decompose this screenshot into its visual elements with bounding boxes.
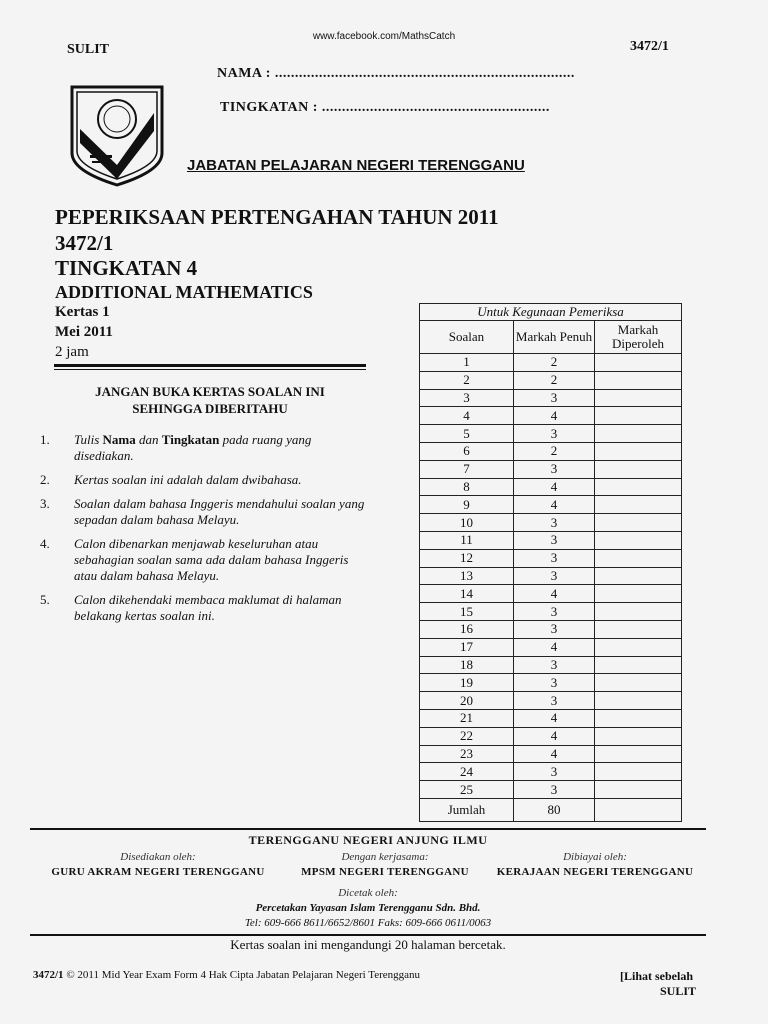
printer-contact: Tel: 609-666 8611/6652/8601 Faks: 609-666 0611/0063	[244, 917, 492, 929]
marks-obtained	[595, 763, 682, 781]
table-row	[420, 354, 682, 372]
instruction-text: Kertas soalan ini adalah dalam dwibahasa.	[74, 472, 302, 487]
warning-line: SEHINGGA DIBERITAHU	[132, 401, 288, 416]
instruction-item	[40, 536, 370, 584]
full-marks: 3	[514, 620, 595, 638]
warning-line: JANGAN BUKA KERTAS SOALAN INI	[95, 384, 325, 399]
divider	[30, 934, 706, 936]
full-marks: 4	[514, 585, 595, 603]
full-marks: 4	[514, 709, 595, 727]
table-row	[420, 425, 682, 443]
question-number: 6	[420, 442, 514, 460]
exam-subject: ADDITIONAL MATHEMATICS	[55, 282, 313, 302]
full-marks: 4	[514, 478, 595, 496]
full-marks: 2	[514, 371, 595, 389]
marks-obtained	[595, 354, 682, 372]
question-number: 23	[420, 745, 514, 763]
question-number: 2	[420, 371, 514, 389]
full-marks: 3	[514, 656, 595, 674]
table-row	[420, 603, 682, 621]
col-header-diperoleh: Markah Diperoleh	[595, 321, 682, 354]
instruction-number: 3.	[40, 496, 50, 511]
marks-obtained	[595, 531, 682, 549]
cooperation-by: MPSM NEGERI TERENGGANU	[301, 866, 469, 878]
full-marks: 3	[514, 460, 595, 478]
full-marks: 2	[514, 442, 595, 460]
do-not-open-warning	[54, 383, 366, 417]
paper-code-top: 3472/1	[630, 39, 669, 54]
examiner-marks-table	[419, 303, 682, 822]
total-row	[420, 798, 682, 821]
question-number: 25	[420, 781, 514, 799]
marks-obtained	[595, 745, 682, 763]
marks-obtained	[595, 371, 682, 389]
exam-code: 3472/1	[55, 231, 114, 255]
marks-obtained	[595, 585, 682, 603]
question-number: 13	[420, 567, 514, 585]
funded-by: KERAJAAN NEGERI TERENGGANU	[496, 866, 694, 878]
question-number: 12	[420, 549, 514, 567]
question-number: 19	[420, 674, 514, 692]
table-row	[420, 781, 682, 799]
divider	[54, 364, 366, 370]
instruction-text: Calon dibenarkan menjawab keseluruhan atau sebahagian soalan sama ada dalam bahasa Inggeris atau dalam bahasa Melayu.	[74, 536, 349, 583]
question-number: 24	[420, 763, 514, 781]
question-number: 5	[420, 425, 514, 443]
total-value: 80	[514, 798, 595, 821]
source-url: www.facebook.com/MathsCatch	[312, 31, 456, 42]
marks-obtained	[595, 425, 682, 443]
exam-title: PEPERIKSAAN PERTENGAHAN TAHUN 2011	[55, 205, 499, 229]
copyright-text: © 2011 Mid Year Exam Form 4 Hak Cipta Jabatan Pelajaran Negeri Terengganu	[66, 969, 421, 981]
full-marks: 3	[514, 549, 595, 567]
full-marks: 3	[514, 674, 595, 692]
form-field: TINGKATAN : .........................................................	[220, 100, 550, 115]
full-marks: 3	[514, 603, 595, 621]
printer-name: Percetakan Yayasan Islam Terengganu Sdn. Bhd.	[255, 902, 481, 914]
question-number: 21	[420, 709, 514, 727]
table-row	[420, 638, 682, 656]
copyright-code: 3472/1	[33, 969, 64, 981]
prepared-label: Disediakan oleh:	[120, 851, 196, 863]
instruction-number: 2.	[40, 472, 50, 487]
full-marks: 4	[514, 407, 595, 425]
marks-obtained	[595, 781, 682, 799]
classification-top: SULIT	[67, 42, 110, 57]
divider	[30, 828, 706, 830]
marks-obtained	[595, 460, 682, 478]
exam-duration: 2 jam	[55, 344, 89, 360]
total-obtained	[595, 798, 682, 821]
full-marks: 3	[514, 389, 595, 407]
marks-obtained	[595, 603, 682, 621]
table-row	[420, 531, 682, 549]
table-row	[420, 674, 682, 692]
marks-obtained	[595, 727, 682, 745]
marks-obtained	[595, 674, 682, 692]
marks-obtained	[595, 656, 682, 674]
table-row	[420, 442, 682, 460]
exam-date: Mei 2011	[55, 324, 113, 340]
question-number: 7	[420, 460, 514, 478]
full-marks: 2	[514, 354, 595, 372]
classification-bottom: SULIT	[660, 984, 697, 998]
instruction-number: 1.	[40, 432, 50, 447]
marks-obtained	[595, 496, 682, 514]
table-caption: Untuk Kegunaan Pemeriksa	[420, 304, 682, 321]
question-number: 18	[420, 656, 514, 674]
marks-obtained	[595, 389, 682, 407]
full-marks: 3	[514, 531, 595, 549]
state-education-logo	[66, 83, 168, 189]
marks-obtained	[595, 514, 682, 532]
full-marks: 3	[514, 425, 595, 443]
question-number: 1	[420, 354, 514, 372]
full-marks: 3	[514, 514, 595, 532]
full-marks: 3	[514, 567, 595, 585]
table-row	[420, 389, 682, 407]
instruction-text: Calon dikehendaki membaca maklumat di halaman belakang kertas soalan ini.	[74, 592, 342, 623]
marks-obtained	[595, 567, 682, 585]
state-motto: TERENGGANU NEGERI ANJUNG ILMU	[248, 833, 488, 847]
department-title: JABATAN PELAJARAN NEGERI TERENGGANU	[187, 157, 525, 174]
marks-obtained	[595, 709, 682, 727]
table-row	[420, 692, 682, 710]
instruction-item	[40, 496, 370, 528]
table-row	[420, 620, 682, 638]
name-field: NAMA : ...........................................................................	[217, 66, 575, 81]
question-number: 10	[420, 514, 514, 532]
full-marks: 4	[514, 496, 595, 514]
question-number: 17	[420, 638, 514, 656]
question-number: 16	[420, 620, 514, 638]
marks-obtained	[595, 620, 682, 638]
printed-label: Dicetak oleh:	[338, 887, 398, 899]
question-number: 15	[420, 603, 514, 621]
table-row	[420, 585, 682, 603]
instruction-item	[40, 432, 370, 464]
full-marks: 4	[514, 727, 595, 745]
instruction-number: 5.	[40, 592, 50, 607]
question-number: 8	[420, 478, 514, 496]
table-row	[420, 727, 682, 745]
full-marks: 3	[514, 692, 595, 710]
table-row	[420, 763, 682, 781]
exam-paper: Kertas 1	[55, 304, 110, 320]
instruction-item	[40, 592, 370, 624]
instruction-text: Tulis Nama dan Tingkatan pada ruang yang disediakan.	[74, 432, 312, 463]
table-row	[420, 656, 682, 674]
exam-form: TINGKATAN 4	[55, 256, 198, 280]
prepared-by: GURU AKRAM NEGERI TERENGGANU	[51, 866, 265, 878]
question-number: 3	[420, 389, 514, 407]
col-header-soalan: Soalan	[420, 321, 514, 354]
marks-obtained	[595, 478, 682, 496]
table-row	[420, 478, 682, 496]
question-number: 9	[420, 496, 514, 514]
table-row	[420, 371, 682, 389]
marks-obtained	[595, 407, 682, 425]
table-row	[420, 709, 682, 727]
full-marks: 4	[514, 745, 595, 763]
full-marks: 3	[514, 763, 595, 781]
table-row	[420, 407, 682, 425]
marks-obtained	[595, 638, 682, 656]
instruction-number: 4.	[40, 536, 50, 551]
next-page-note: [Lihat sebelah	[620, 969, 694, 983]
copyright-line	[33, 969, 420, 981]
marks-obtained	[595, 549, 682, 567]
table-row	[420, 514, 682, 532]
full-marks: 4	[514, 638, 595, 656]
question-number: 11	[420, 531, 514, 549]
page-count-note: Kertas soalan ini mengandungi 20 halaman bercetak.	[230, 937, 506, 952]
full-marks: 3	[514, 781, 595, 799]
cooperation-label: Dengan kerjasama:	[341, 851, 429, 863]
col-header-penuh: Markah Penuh	[514, 321, 595, 354]
table-row	[420, 496, 682, 514]
table-row	[420, 460, 682, 478]
instruction-item	[40, 472, 370, 488]
question-number: 4	[420, 407, 514, 425]
question-number: 14	[420, 585, 514, 603]
funded-label: Dibiayai oleh:	[563, 851, 627, 863]
marks-obtained	[595, 442, 682, 460]
question-number: 20	[420, 692, 514, 710]
marks-obtained	[595, 692, 682, 710]
table-row	[420, 745, 682, 763]
table-row	[420, 549, 682, 567]
instructions-list	[40, 432, 370, 632]
total-label: Jumlah	[420, 798, 514, 821]
question-number: 22	[420, 727, 514, 745]
table-row	[420, 567, 682, 585]
instruction-text: Soalan dalam bahasa Inggeris mendahului soalan yang sepadan dalam bahasa Melayu.	[74, 496, 365, 527]
